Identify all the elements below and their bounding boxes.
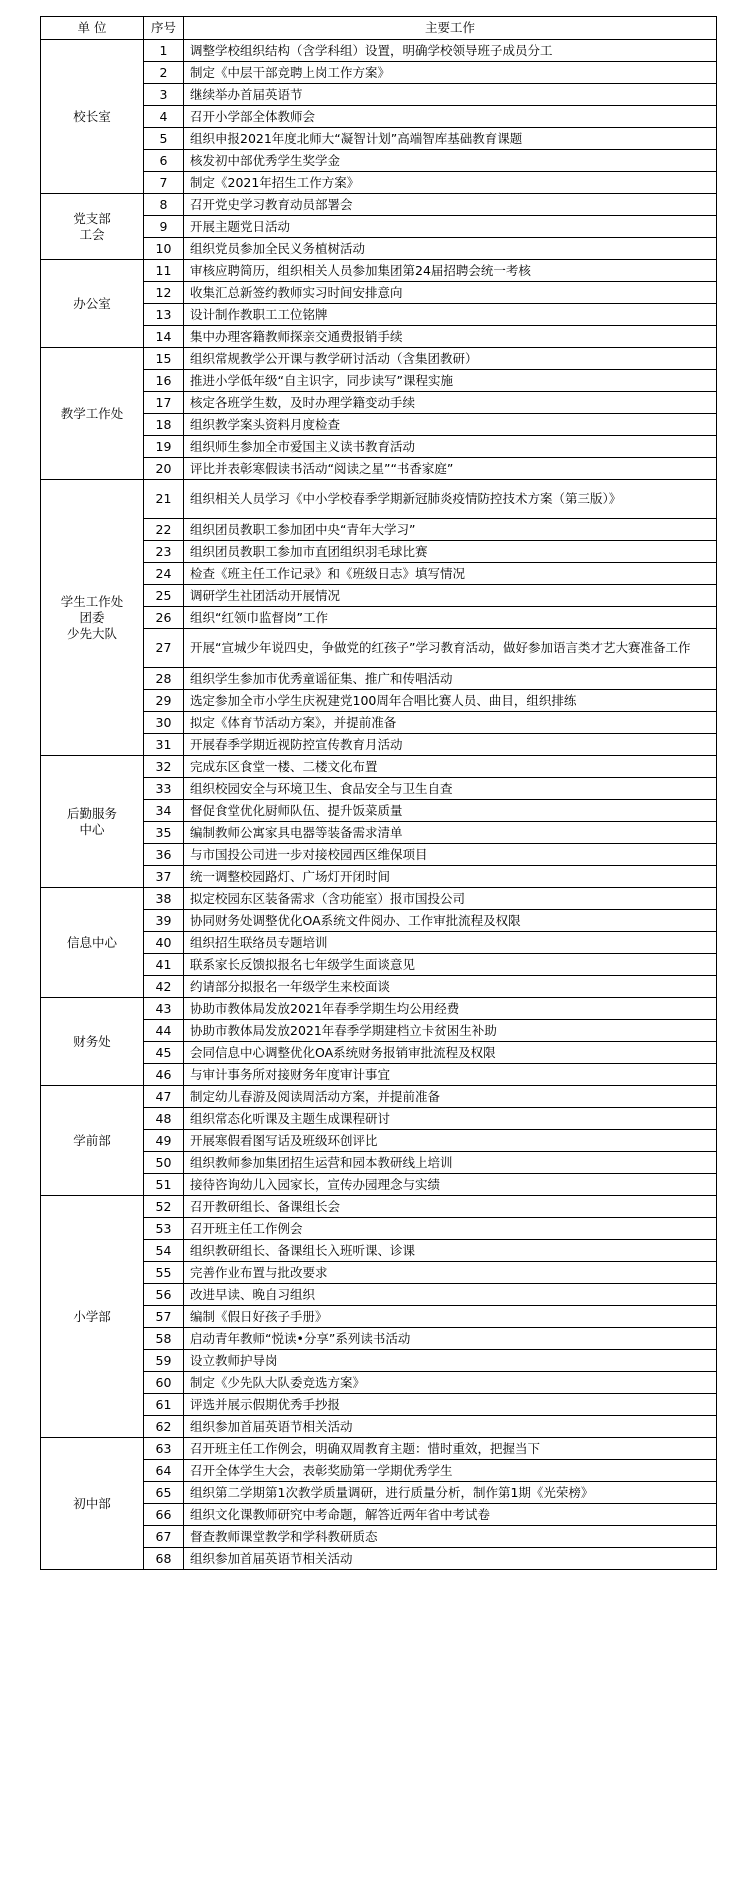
work-item: 组织第二学期第1次教学质量调研，进行质量分析，制作第1期《光荣榜》 — [184, 1482, 717, 1504]
item-number: 22 — [144, 519, 184, 541]
work-item: 设计制作教职工工位铭牌 — [184, 304, 717, 326]
work-item: 召开小学部全体教师会 — [184, 106, 717, 128]
work-item: 选定参加全市小学生庆祝建党100周年合唱比赛人员、曲目，组织排练 — [184, 690, 717, 712]
work-item: 调研学生社团活动开展情况 — [184, 585, 717, 607]
work-item: 召开班主任工作例会 — [184, 1218, 717, 1240]
item-number: 17 — [144, 392, 184, 414]
work-item: 设立教师护导岗 — [184, 1350, 717, 1372]
work-item: 组织文化课教师研究中考命题，解答近两年省中考试卷 — [184, 1504, 717, 1526]
item-number: 47 — [144, 1086, 184, 1108]
work-item: 开展“宣城少年说四史，争做党的红孩子”学习教育活动，做好参加语言类才艺大赛准备工作 — [184, 629, 717, 668]
unit-cell: 党支部 工会 — [41, 194, 144, 260]
work-item: 组织团员教职工参加市直团组织羽毛球比赛 — [184, 541, 717, 563]
item-number: 36 — [144, 844, 184, 866]
item-number: 40 — [144, 932, 184, 954]
work-item: 协助市教体局发放2021年春季学期生均公用经费 — [184, 998, 717, 1020]
unit-cell: 小学部 — [41, 1196, 144, 1438]
item-number: 24 — [144, 563, 184, 585]
item-number: 46 — [144, 1064, 184, 1086]
work-plan-table — [40, 16, 717, 1570]
unit-cell: 学生工作处 团委 少先大队 — [41, 480, 144, 756]
item-number: 67 — [144, 1526, 184, 1548]
item-number: 63 — [144, 1438, 184, 1460]
item-number: 55 — [144, 1262, 184, 1284]
work-item: 审核应聘简历，组织相关人员参加集团第24届招聘会统一考核 — [184, 260, 717, 282]
item-number: 66 — [144, 1504, 184, 1526]
table-row — [41, 194, 717, 216]
item-number: 59 — [144, 1350, 184, 1372]
work-item: 组织参加首届英语节相关活动 — [184, 1548, 717, 1570]
work-item: 编制《假日好孩子手册》 — [184, 1306, 717, 1328]
work-item: 联系家长反馈拟报名七年级学生面谈意见 — [184, 954, 717, 976]
table-row — [41, 1086, 717, 1108]
work-item: 调整学校组织结构（含学科组）设置，明确学校领导班子成员分工 — [184, 40, 717, 62]
item-number: 60 — [144, 1372, 184, 1394]
item-number: 6 — [144, 150, 184, 172]
work-item: 组织常规教学公开课与教学研讨活动（含集团教研） — [184, 348, 717, 370]
unit-cell: 信息中心 — [41, 888, 144, 998]
unit-cell: 教学工作处 — [41, 348, 144, 480]
item-number: 44 — [144, 1020, 184, 1042]
item-number: 23 — [144, 541, 184, 563]
work-item: 开展春季学期近视防控宣传教育月活动 — [184, 734, 717, 756]
unit-cell: 学前部 — [41, 1086, 144, 1196]
item-number: 7 — [144, 172, 184, 194]
item-number: 54 — [144, 1240, 184, 1262]
work-item: 推进小学低年级“自主识字，同步读写”课程实施 — [184, 370, 717, 392]
item-number: 26 — [144, 607, 184, 629]
item-number: 50 — [144, 1152, 184, 1174]
work-item: 会同信息中心调整优化OA系统财务报销审批流程及权限 — [184, 1042, 717, 1064]
header-no: 序号 — [144, 17, 184, 40]
work-item: 收集汇总新签约教师实习时间安排意向 — [184, 282, 717, 304]
item-number: 1 — [144, 40, 184, 62]
table-row — [41, 40, 717, 62]
work-item: 核定各班学生数，及时办理学籍变动手续 — [184, 392, 717, 414]
item-number: 57 — [144, 1306, 184, 1328]
item-number: 34 — [144, 800, 184, 822]
work-item: 召开党史学习教育动员部署会 — [184, 194, 717, 216]
item-number: 21 — [144, 480, 184, 519]
item-number: 64 — [144, 1460, 184, 1482]
item-number: 65 — [144, 1482, 184, 1504]
item-number: 53 — [144, 1218, 184, 1240]
unit-cell: 财务处 — [41, 998, 144, 1086]
item-number: 9 — [144, 216, 184, 238]
table-row — [41, 888, 717, 910]
work-item: 统一调整校园路灯、广场灯开闭时间 — [184, 866, 717, 888]
unit-cell: 办公室 — [41, 260, 144, 348]
item-number: 38 — [144, 888, 184, 910]
work-item: 评选并展示假期优秀手抄报 — [184, 1394, 717, 1416]
table-row — [41, 260, 717, 282]
item-number: 51 — [144, 1174, 184, 1196]
item-number: 10 — [144, 238, 184, 260]
work-item: 集中办理客籍教师探亲交通费报销手续 — [184, 326, 717, 348]
item-number: 2 — [144, 62, 184, 84]
item-number: 8 — [144, 194, 184, 216]
item-number: 3 — [144, 84, 184, 106]
unit-cell: 后勤服务 中心 — [41, 756, 144, 888]
item-number: 19 — [144, 436, 184, 458]
item-number: 43 — [144, 998, 184, 1020]
work-item: 组织教师参加集团招生运营和园本教研线上培训 — [184, 1152, 717, 1174]
item-number: 20 — [144, 458, 184, 480]
work-item: 制定《2021年招生工作方案》 — [184, 172, 717, 194]
header-work: 主要工作 — [184, 17, 717, 40]
work-item: 组织申报2021年度北师大“凝智计划”高端智库基础教育课题 — [184, 128, 717, 150]
work-item: 协助市教体局发放2021年春季学期建档立卡贫困生补助 — [184, 1020, 717, 1042]
work-item: 接待咨询幼儿入园家长，宣传办园理念与实绩 — [184, 1174, 717, 1196]
table-row — [41, 998, 717, 1020]
item-number: 12 — [144, 282, 184, 304]
work-item: 制定《少先队大队委竞选方案》 — [184, 1372, 717, 1394]
work-item: 组织学生参加市优秀童谣征集、推广和传唱活动 — [184, 668, 717, 690]
item-number: 35 — [144, 822, 184, 844]
work-item: 协同财务处调整优化OA系统文件阅办、工作审批流程及权限 — [184, 910, 717, 932]
work-item: 召开全体学生大会，表彰奖励第一学期优秀学生 — [184, 1460, 717, 1482]
unit-cell: 校长室 — [41, 40, 144, 194]
item-number: 28 — [144, 668, 184, 690]
item-number: 37 — [144, 866, 184, 888]
work-item: 启动青年教师“悦读•分享”系列读书活动 — [184, 1328, 717, 1350]
item-number: 41 — [144, 954, 184, 976]
work-item: 组织党员参加全民义务植树活动 — [184, 238, 717, 260]
item-number: 45 — [144, 1042, 184, 1064]
item-number: 48 — [144, 1108, 184, 1130]
work-item: 编制教师公寓家具电器等装备需求清单 — [184, 822, 717, 844]
table-body — [41, 40, 717, 1570]
work-item: 组织校园安全与环境卫生、食品安全与卫生自查 — [184, 778, 717, 800]
item-number: 5 — [144, 128, 184, 150]
item-number: 27 — [144, 629, 184, 668]
work-item: 组织教研组长、备课组长入班听课、诊课 — [184, 1240, 717, 1262]
work-plan-table-container — [40, 16, 716, 1570]
work-item: 拟定《体育节活动方案》，并提前准备 — [184, 712, 717, 734]
item-number: 52 — [144, 1196, 184, 1218]
work-item: 完善作业布置与批改要求 — [184, 1262, 717, 1284]
item-number: 29 — [144, 690, 184, 712]
work-item: 制定《中层干部竞聘上岗工作方案》 — [184, 62, 717, 84]
work-item: 与审计事务所对接财务年度审计事宜 — [184, 1064, 717, 1086]
work-item: 组织师生参加全市爱国主义读书教育活动 — [184, 436, 717, 458]
item-number: 49 — [144, 1130, 184, 1152]
work-item: 开展寒假看图写话及班级环创评比 — [184, 1130, 717, 1152]
work-item: 改进早读、晚自习组织 — [184, 1284, 717, 1306]
item-number: 42 — [144, 976, 184, 998]
work-item: 完成东区食堂一楼、二楼文化布置 — [184, 756, 717, 778]
work-item: 评比并表彰寒假读书活动“阅读之星”“书香家庭” — [184, 458, 717, 480]
item-number: 58 — [144, 1328, 184, 1350]
item-number: 56 — [144, 1284, 184, 1306]
item-number: 14 — [144, 326, 184, 348]
work-item: 召开班主任工作例会，明确双周教育主题：惜时重效，把握当下 — [184, 1438, 717, 1460]
item-number: 11 — [144, 260, 184, 282]
item-number: 4 — [144, 106, 184, 128]
work-item: 开展主题党日活动 — [184, 216, 717, 238]
work-item: 约请部分拟报名一年级学生来校面谈 — [184, 976, 717, 998]
header-unit: 单 位 — [41, 17, 144, 40]
item-number: 15 — [144, 348, 184, 370]
work-item: 组织相关人员学习《中小学校春季学期新冠肺炎疫情防控技术方案（第三版）》 — [184, 480, 717, 519]
unit-cell: 初中部 — [41, 1438, 144, 1570]
table-row — [41, 756, 717, 778]
item-number: 68 — [144, 1548, 184, 1570]
item-number: 13 — [144, 304, 184, 326]
work-item: 组织招生联络员专题培训 — [184, 932, 717, 954]
work-item: 组织“红领巾监督岗”工作 — [184, 607, 717, 629]
item-number: 31 — [144, 734, 184, 756]
item-number: 30 — [144, 712, 184, 734]
table-row — [41, 1196, 717, 1218]
work-item: 继续举办首届英语节 — [184, 84, 717, 106]
table-row — [41, 348, 717, 370]
work-item: 检查《班主任工作记录》和《班级日志》填写情况 — [184, 563, 717, 585]
work-item: 组织参加首届英语节相关活动 — [184, 1416, 717, 1438]
item-number: 62 — [144, 1416, 184, 1438]
work-item: 组织团员教职工参加团中央“青年大学习” — [184, 519, 717, 541]
table-row — [41, 480, 717, 519]
item-number: 39 — [144, 910, 184, 932]
item-number: 33 — [144, 778, 184, 800]
work-item: 督促食堂优化厨师队伍、提升饭菜质量 — [184, 800, 717, 822]
header-row — [41, 17, 717, 40]
table-row — [41, 1438, 717, 1460]
work-item: 制定幼儿春游及阅读周活动方案，并提前准备 — [184, 1086, 717, 1108]
item-number: 61 — [144, 1394, 184, 1416]
work-item: 组织教学案头资料月度检查 — [184, 414, 717, 436]
item-number: 25 — [144, 585, 184, 607]
work-item: 与市国投公司进一步对接校园西区维保项目 — [184, 844, 717, 866]
item-number: 18 — [144, 414, 184, 436]
item-number: 32 — [144, 756, 184, 778]
work-item: 召开教研组长、备课组长会 — [184, 1196, 717, 1218]
work-item: 督查教师课堂教学和学科教研质态 — [184, 1526, 717, 1548]
work-item: 核发初中部优秀学生奖学金 — [184, 150, 717, 172]
item-number: 16 — [144, 370, 184, 392]
work-item: 组织常态化听课及主题生成课程研讨 — [184, 1108, 717, 1130]
work-item: 拟定校园东区装备需求（含功能室）报市国投公司 — [184, 888, 717, 910]
